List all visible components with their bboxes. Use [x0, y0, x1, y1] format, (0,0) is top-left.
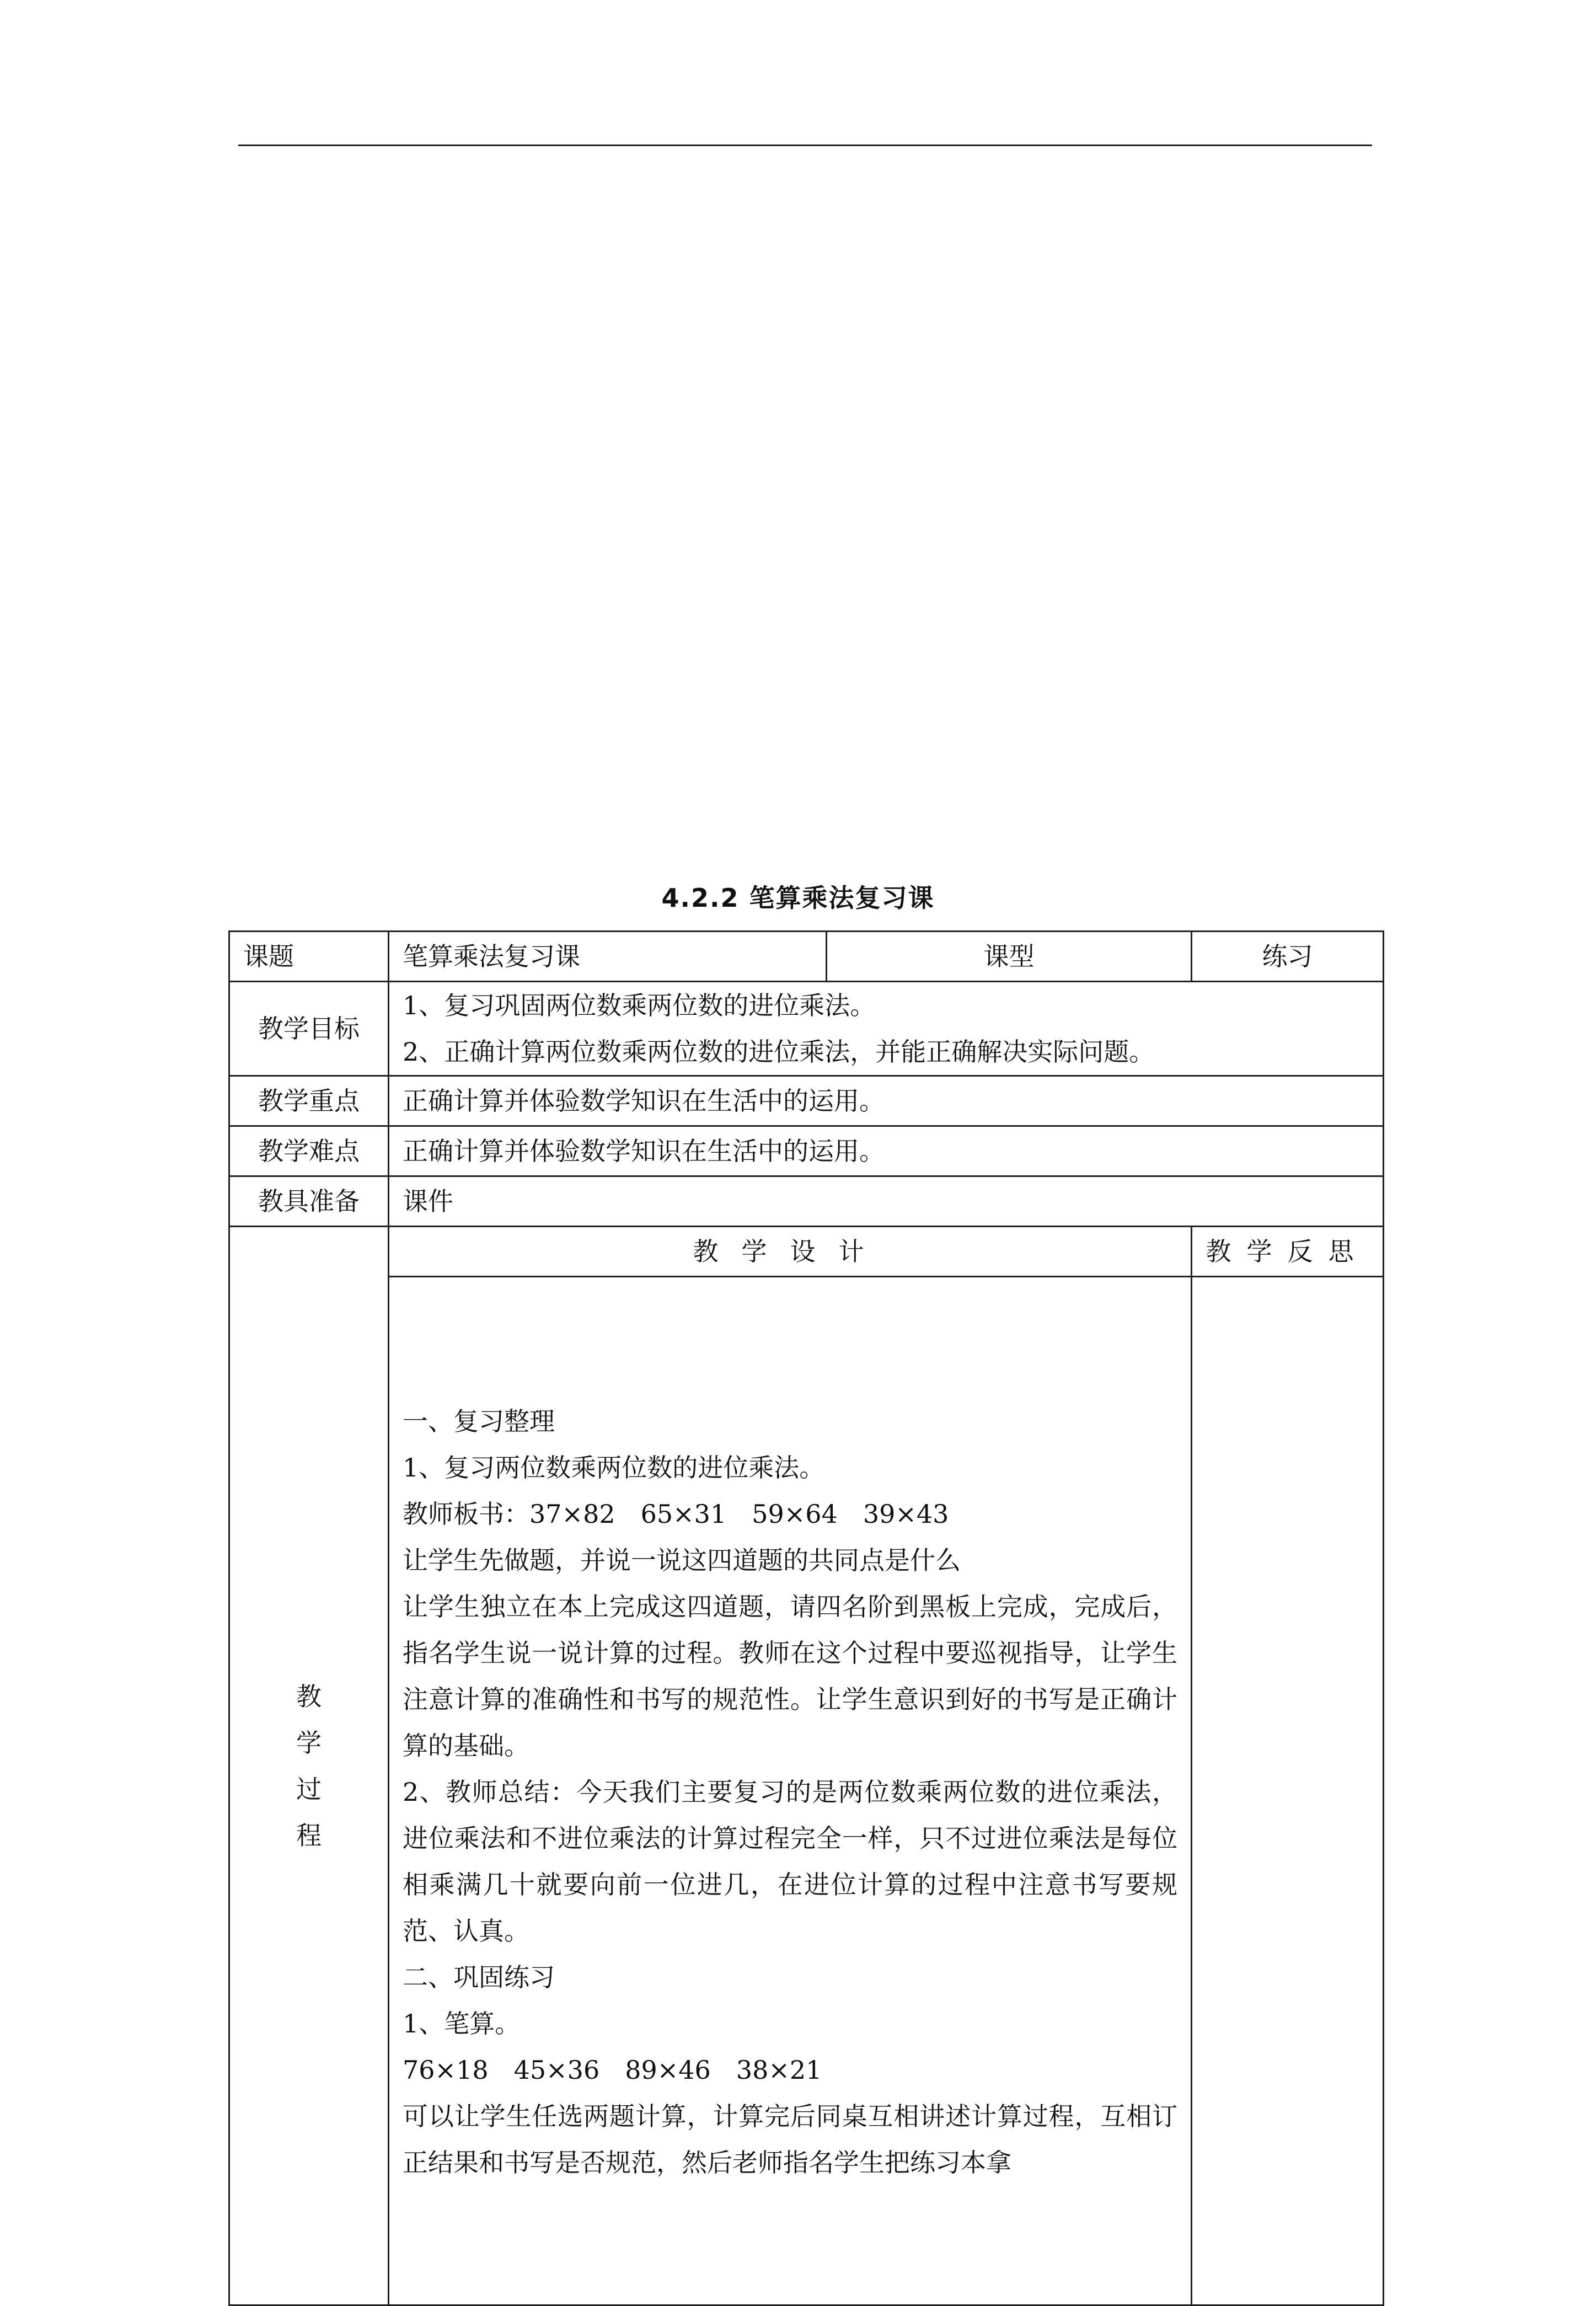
lesson-type-label: 课型 — [827, 932, 1192, 982]
reflection-content — [1192, 1277, 1384, 2305]
section-heading: 一、复习整理 — [403, 1406, 555, 1436]
goal-item: 1、复习巩固两位数乘两位数的进位乘法。 — [403, 991, 876, 1020]
row-teaching-tools — [229, 1176, 1384, 1227]
document-title: 4.2.2 笔算乘法复习课 — [661, 883, 935, 913]
topic-value: 笔算乘法复习课 — [389, 932, 827, 982]
key-points-label: 教学重点 — [229, 1076, 389, 1126]
design-header: 教学设计 — [389, 1227, 1192, 1277]
process-line: 1、笔算。 — [403, 2009, 521, 2039]
process-label-char: 学 — [296, 1727, 322, 1758]
difficulties-label: 教学难点 — [229, 1126, 389, 1176]
teaching-tools-label: 教具准备 — [229, 1176, 389, 1227]
row-design-header — [229, 1227, 1384, 1277]
process-line: 1、复习两位数乘两位数的进位乘法。 — [403, 1453, 825, 1483]
section-heading: 二、巩固练习 — [403, 1962, 555, 1992]
row-topic — [229, 932, 1384, 982]
row-process-body — [229, 1277, 1384, 2305]
row-difficulties — [229, 1126, 1384, 1176]
process-label — [296, 1228, 322, 2304]
process-label-cell — [229, 1227, 389, 2305]
lesson-plan-table — [228, 930, 1384, 2306]
process-paragraph: 让学生独立在本上完成这四道题，请四名阶到黑板上完成，完成后，指名学生说一说计算的过程。教师在这个过程中要巡视指导，让学生注意计算的准确性和书写的规范性。让学生意识到好的书写是正确计算的基础。 — [403, 1592, 1177, 1761]
process-label-char: 教 — [296, 1681, 322, 1711]
goals-content — [389, 982, 1384, 1076]
topic-label: 课题 — [229, 932, 389, 982]
process-line: 让学生先做题，并说一说这四道题的共同点是什么 — [403, 1545, 961, 1575]
process-paragraph: 可以让学生任选两题计算，计算完后同桌互相讲述计算过程，互相订正结果和书写是否规范，然后老师指名学生把练习本拿 — [403, 2101, 1177, 2177]
design-content — [389, 1277, 1192, 2305]
process-label-char: 程 — [296, 1820, 322, 1850]
teacher-summary: 2、教师总结：今天我们主要复习的是两位数乘两位数的进位乘法，进位乘法和不进位乘法的计算过程完全一样，只不过进位乘法是每位相乘满几十就要向前一位进几，在进位计算的过程中注意书写要规范、认真。 — [403, 1777, 1177, 1946]
goal-item: 2、正确计算两位数乘两位数的进位乘法，并能正确解决实际问题。 — [403, 1037, 1155, 1067]
lesson-type-value: 练习 — [1192, 932, 1384, 982]
goals-label: 教学目标 — [229, 982, 389, 1076]
board-writing: 教师板书：37×82 65×31 59×64 39×43 — [403, 1499, 949, 1529]
process-label-char: 过 — [296, 1774, 322, 1804]
reflection-header: 教学反思 — [1192, 1227, 1384, 1277]
header-rule — [238, 145, 1372, 146]
row-goals — [229, 982, 1384, 1076]
teaching-tools-value: 课件 — [389, 1176, 1384, 1227]
difficulties-value: 正确计算并体验数学知识在生活中的运用。 — [389, 1126, 1384, 1176]
exercise-list: 76×18 45×36 89×46 38×21 — [403, 2055, 822, 2085]
row-key-points — [229, 1076, 1384, 1126]
key-points-value: 正确计算并体验数学知识在生活中的运用。 — [389, 1076, 1384, 1126]
